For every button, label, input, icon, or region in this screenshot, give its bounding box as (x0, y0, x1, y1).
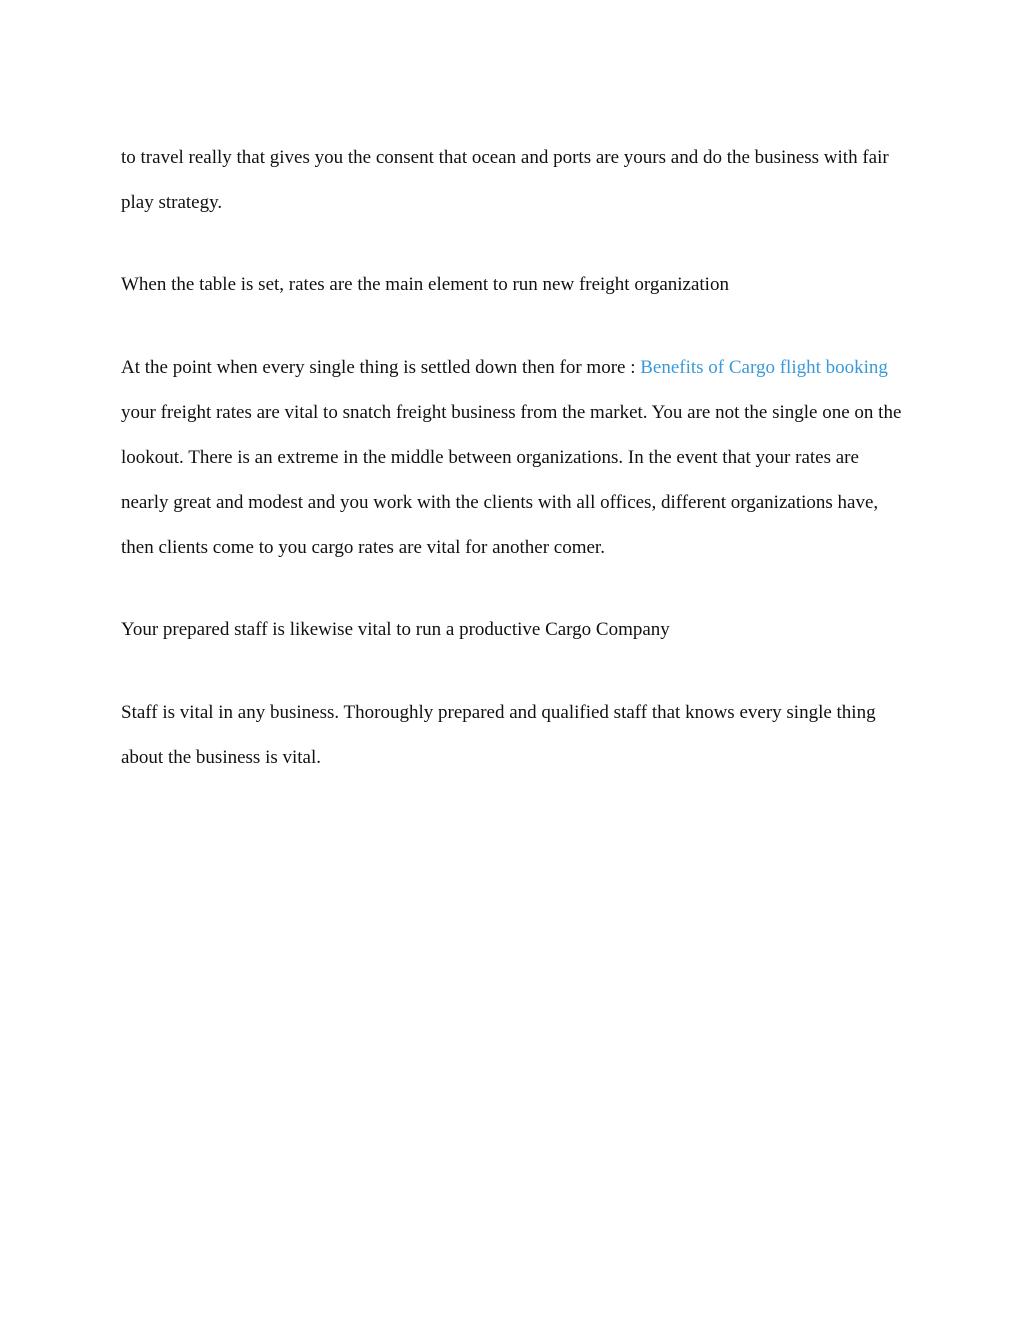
document-body (121, 135, 911, 817)
paragraph-staff: Staff is vital in any business. Thoroughly prepared and qualified staff that knows every single thing about the business is vital. (121, 702, 876, 768)
paragraph-rates (121, 345, 911, 570)
cargo-flight-booking-link[interactable]: Benefits of Cargo flight booking (640, 357, 888, 378)
paragraph-continuation: to travel really that gives you the consent that ocean and ports are yours and do the business with fair play strategy. (121, 147, 889, 213)
heading-rates: When the table is set, rates are the main element to run new freight organization (121, 274, 729, 295)
paragraph-rates-body: your freight rates are vital to snatch freight business from the market. You are not the single one on the lookout. There is an extreme in the middle between organizations. In the event that your rates are nearly great and modest and you work with the clients with all offices, different organizations have, then clients come to you cargo rates are vital for another comer. (121, 402, 902, 558)
paragraph-rates-intro: At the point when every single thing is settled down then for more : (121, 357, 641, 378)
heading-staff: Your prepared staff is likewise vital to run a productive Cargo Company (121, 619, 670, 640)
